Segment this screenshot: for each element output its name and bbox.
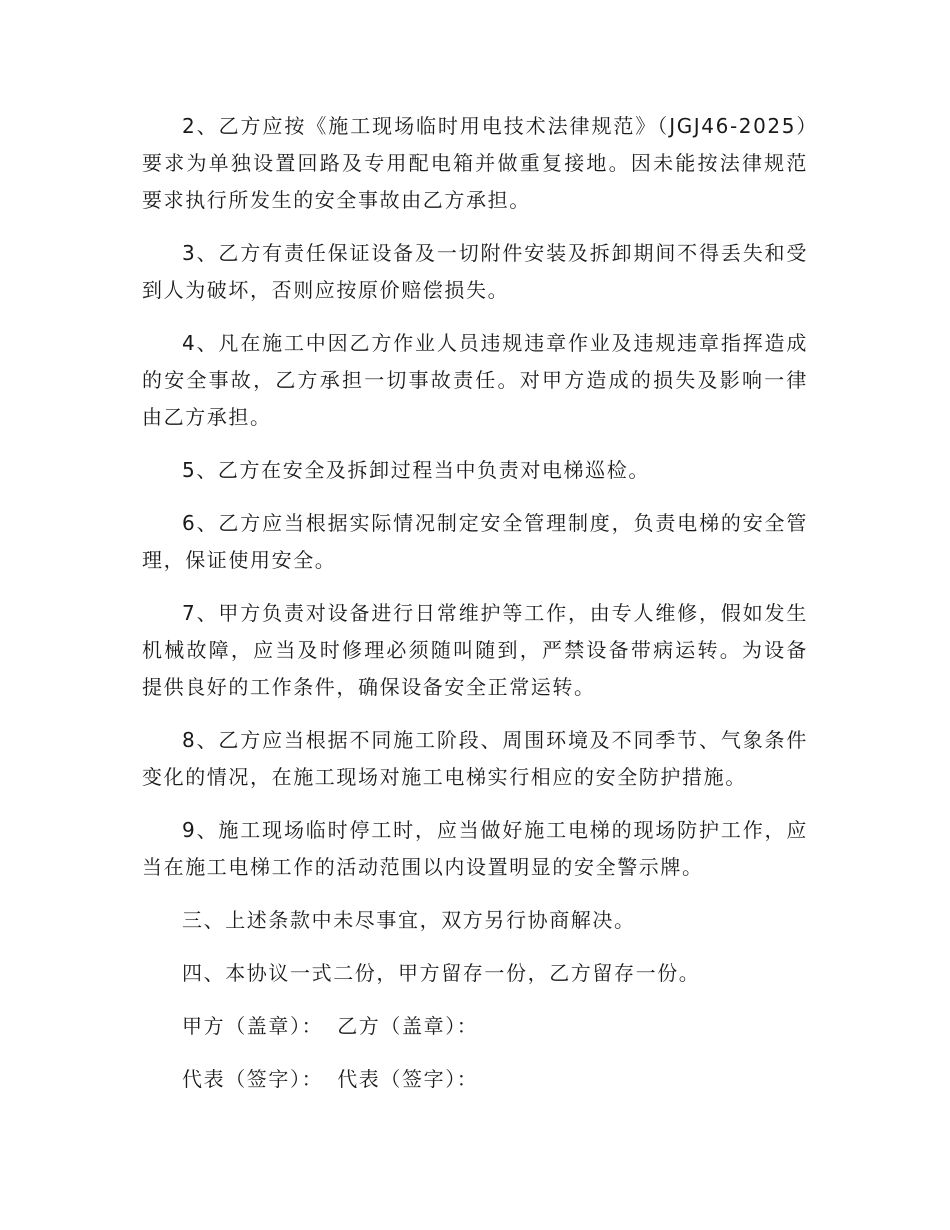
- clause-8: 8、乙方应当根据不同施工阶段、周围环境及不同季节、气象条件变化的情况，在施工现场对施工电梯实行相应的安全防护措施。: [142, 728, 808, 789]
- section-three: 三、上述条款中未尽事宜，双方另行协商解决。: [182, 908, 636, 932]
- clause-5: 5、乙方在安全及拆卸过程当中负责对电梯巡检。: [182, 458, 650, 482]
- clause-6: 6、乙方应当根据实际情况制定安全管理制度，负责电梯的安全管理，保证使用安全。: [142, 511, 808, 572]
- clause-3: 3、乙方有责任保证设备及一切附件安装及拆卸期间不得丢失和受到人为破坏，否则应按原价赔偿损失。: [142, 241, 808, 302]
- party-b-rep-label: 代表（签字）：: [337, 1067, 479, 1091]
- section-four: 四、本协议一式二份，甲方留存一份，乙方留存一份。: [182, 961, 701, 985]
- party-a-seal-label: 甲方（盖章）：: [182, 1014, 324, 1038]
- party-b-seal-label: 乙方（盖章）：: [337, 1014, 479, 1038]
- signature-row: [142, 1061, 808, 1098]
- clause-2: 2、乙方应按《施工现场临时用电技术法律规范》（JGJ46-2025）要求为单独设置回路及专用配电箱并做重复接地。因未能按法律规范要求执行所发生的安全事故由乙方承担。: [142, 114, 808, 212]
- clause-4: 4、凡在施工中因乙方作业人员违规违章作业及违规违章指挥造成的安全事故，乙方承担一切事故责任。对甲方造成的损失及影响一律由乙方承担。: [142, 331, 808, 429]
- clause-7: 7、甲方负责对设备进行日常维护等工作，由专人维修，假如发生机械故障，应当及时修理必须随叫随到，严禁设备带病运转。为设备提供良好的工作条件，确保设备安全正常运转。: [142, 601, 808, 699]
- clause-9: 9、施工现场临时停工时，应当做好施工电梯的现场防护工作，应当在施工电梯工作的活动范围以内设置明显的安全警示牌。: [142, 818, 808, 879]
- party-a-rep-label: 代表（签字）：: [182, 1067, 324, 1091]
- seal-row: [142, 1008, 808, 1045]
